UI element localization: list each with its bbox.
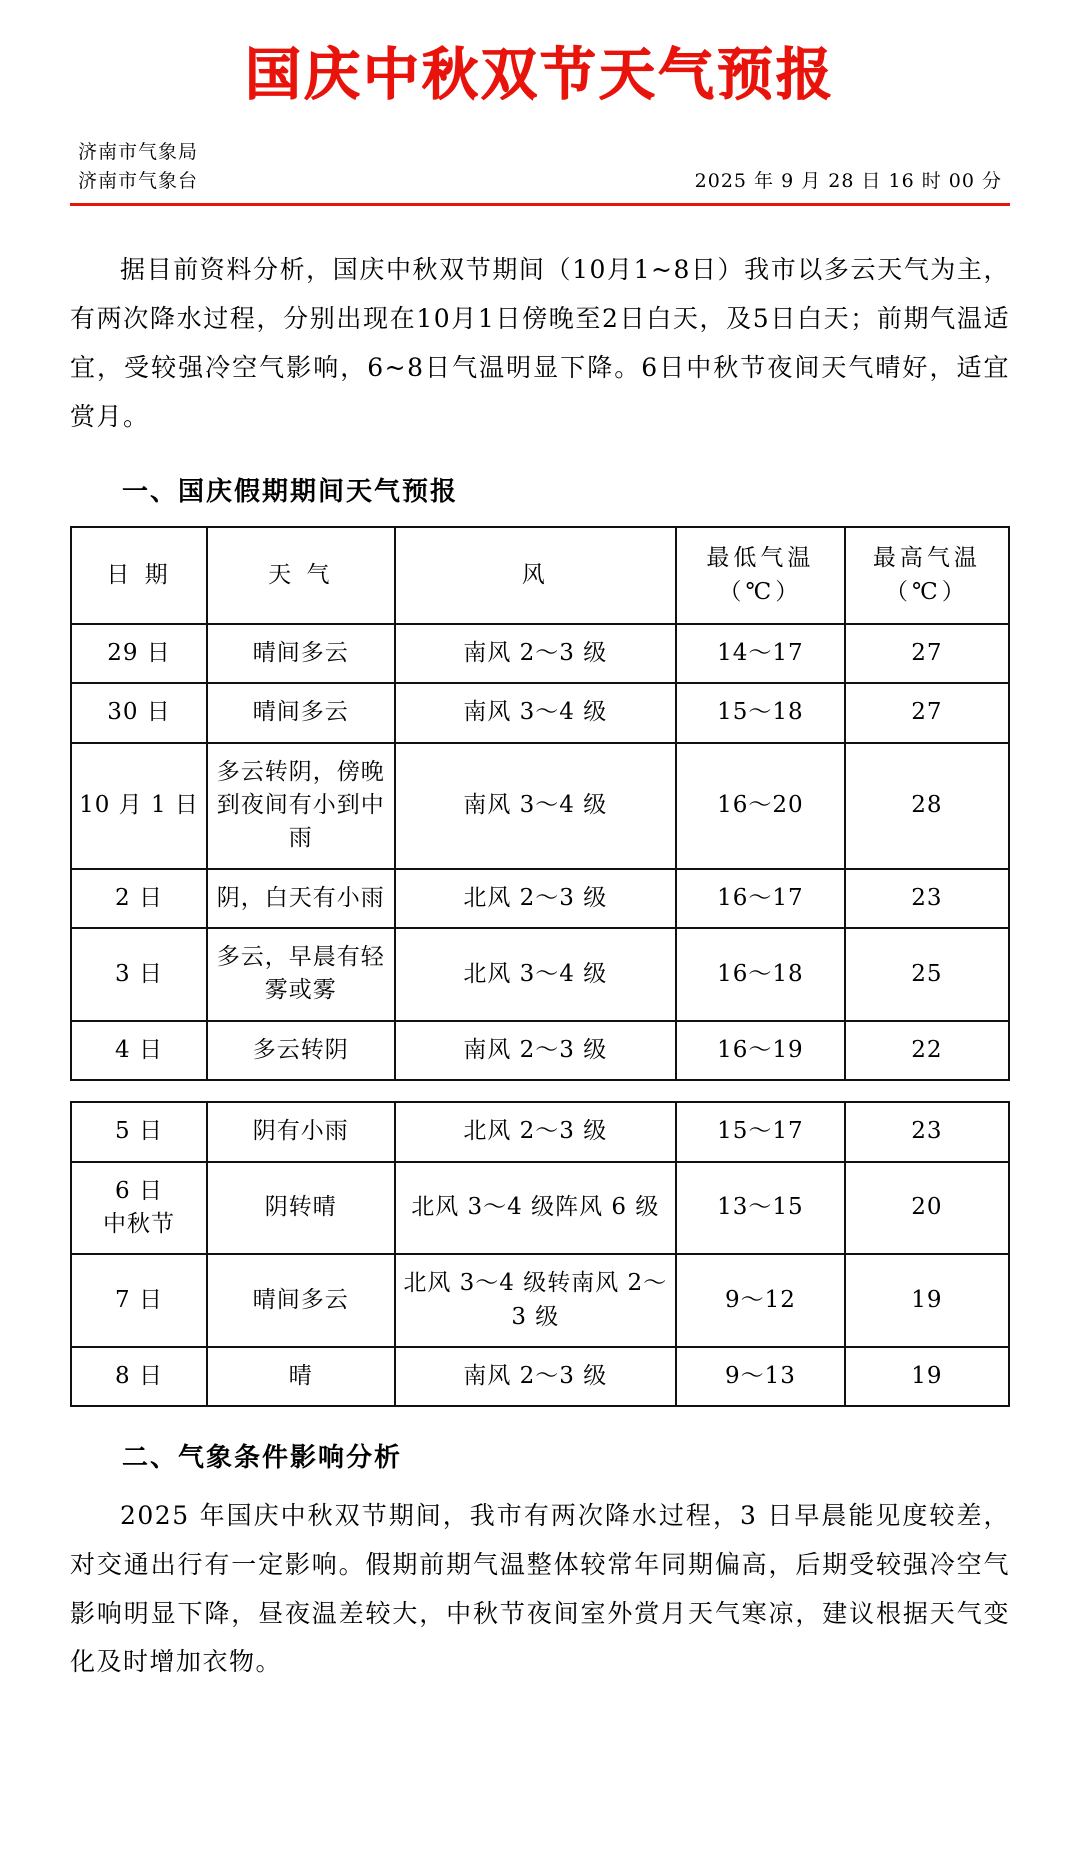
header-high-temp-line2: （℃） xyxy=(885,578,969,605)
header-low-temp-line2: （℃） xyxy=(718,578,803,605)
cell-weather: 阴转晴 xyxy=(207,1162,395,1255)
header-low-temp xyxy=(676,527,845,624)
cell-low-temp: 15～18 xyxy=(676,683,845,742)
cell-date: 5 日 xyxy=(71,1102,207,1161)
cell-date: 30 日 xyxy=(71,683,207,742)
cell-wind: 南风 2～3 级 xyxy=(395,1021,676,1080)
header-high-temp xyxy=(845,527,1009,624)
cell-high-temp: 20 xyxy=(845,1162,1009,1255)
cell-weather: 多云转阴，傍晚到夜间有小到中雨 xyxy=(207,743,395,869)
header-weather: 天 气 xyxy=(207,527,395,624)
table-row xyxy=(71,869,1009,928)
cell-low-temp: 16～17 xyxy=(676,869,845,928)
cell-high-temp: 19 xyxy=(845,1347,1009,1406)
cell-high-temp: 23 xyxy=(845,869,1009,928)
cell-date: 8 日 xyxy=(71,1347,207,1406)
cell-low-temp: 16～20 xyxy=(676,743,845,869)
page-title: 国庆中秋双节天气预报 xyxy=(245,43,835,108)
cell-low-temp: 16～19 xyxy=(676,1021,845,1080)
forecast-table-part-2 xyxy=(70,1101,1010,1407)
cell-weather: 晴 xyxy=(207,1347,395,1406)
issuer-line-1: 济南市气象局 xyxy=(78,141,199,164)
cell-wind: 南风 2～3 级 xyxy=(395,624,676,683)
cell-wind: 北风 3～4 级 xyxy=(395,928,676,1021)
cell-weather: 晴间多云 xyxy=(207,683,395,742)
header-wind: 风 xyxy=(395,527,676,624)
cell-high-temp: 27 xyxy=(845,624,1009,683)
issue-timestamp: 2025 年 9 月 28 日 16 时 00 分 xyxy=(694,170,1002,193)
table-row xyxy=(71,928,1009,1021)
cell-high-temp: 22 xyxy=(845,1021,1009,1080)
cell-low-temp: 9～12 xyxy=(676,1254,845,1347)
cell-high-temp: 27 xyxy=(845,683,1009,742)
header-low-temp-line1: 最低气温 xyxy=(706,545,815,572)
table-row xyxy=(71,1162,1009,1255)
issuer-block xyxy=(78,138,198,195)
cell-low-temp: 16～18 xyxy=(676,928,845,1021)
cell-date: 29 日 xyxy=(71,624,207,683)
section-1-title: 一、国庆假期期间天气预报 xyxy=(122,477,459,508)
cell-low-temp: 15～17 xyxy=(676,1102,845,1161)
cell-wind: 南风 2～3 级 xyxy=(395,1347,676,1406)
issuer-row xyxy=(70,138,1010,201)
section-2-title: 二、气象条件影响分析 xyxy=(122,1443,403,1474)
cell-date: 7 日 xyxy=(71,1254,207,1347)
cell-high-temp: 28 xyxy=(845,743,1009,869)
cell-weather: 阴有小雨 xyxy=(207,1102,395,1161)
cell-weather: 多云，早晨有轻雾或雾 xyxy=(207,928,395,1021)
cell-date: 10 月 1 日 xyxy=(71,743,207,869)
section-2-paragraph: 2025 年国庆中秋双节期间，我市有两次降水过程，3 日早晨能见度较差，对交通出行有一定影响。假期前期气温整体较常年同期偏高，后期受较强冷空气影响明显下降，昼夜温差较大，中秋节夜间室外赏月天气寒凉，建议根据天气变化及时增加衣物。 xyxy=(70,1501,1010,1677)
header-divider xyxy=(70,203,1010,206)
cell-wind: 北风 3～4 级转南风 2～3 级 xyxy=(395,1254,676,1347)
table-row xyxy=(71,1021,1009,1080)
cell-date: 4 日 xyxy=(71,1021,207,1080)
issuer-line-2: 济南市气象台 xyxy=(78,169,199,192)
cell-date-line1: 6 日 xyxy=(115,1177,163,1204)
table-row xyxy=(71,624,1009,683)
lead-paragraph: 据目前资料分析，国庆中秋双节期间（10月1~8日）我市以多云天气为主，有两次降水过程，分别出现在10月1日傍晚至2日白天，及5日白天；前期气温适宜，受较强冷空气影响，6~8日气温明显下降。6日中秋节夜间天气晴好，适宜赏月。 xyxy=(70,255,1010,431)
cell-wind: 南风 3～4 级 xyxy=(395,743,676,869)
cell-date: 3 日 xyxy=(71,928,207,1021)
forecast-table-part-1 xyxy=(70,526,1010,1081)
cell-wind: 南风 3～4 级 xyxy=(395,683,676,742)
cell-high-temp: 25 xyxy=(845,928,1009,1021)
cell-weather: 多云转阴 xyxy=(207,1021,395,1080)
header-date: 日 期 xyxy=(71,527,207,624)
cell-weather: 晴间多云 xyxy=(207,624,395,683)
table-row xyxy=(71,1254,1009,1347)
table-row xyxy=(71,1102,1009,1161)
cell-low-temp: 14～17 xyxy=(676,624,845,683)
cell-weather: 晴间多云 xyxy=(207,1254,395,1347)
cell-low-temp: 9～13 xyxy=(676,1347,845,1406)
table-header-row xyxy=(71,527,1009,624)
cell-wind: 北风 2～3 级 xyxy=(395,1102,676,1161)
header-high-temp-line1: 最高气温 xyxy=(872,545,981,572)
cell-date xyxy=(71,1162,207,1255)
cell-high-temp: 19 xyxy=(845,1254,1009,1347)
table-row xyxy=(71,683,1009,742)
cell-wind: 北风 3～4 级阵风 6 级 xyxy=(395,1162,676,1255)
cell-high-temp: 23 xyxy=(845,1102,1009,1161)
cell-weather: 阴，白天有小雨 xyxy=(207,869,395,928)
table-row xyxy=(71,743,1009,869)
cell-low-temp: 13～15 xyxy=(676,1162,845,1255)
cell-date: 2 日 xyxy=(71,869,207,928)
cell-wind: 北风 2～3 级 xyxy=(395,869,676,928)
table-page-break xyxy=(70,1087,1010,1101)
cell-date-line2: 中秋节 xyxy=(103,1210,175,1237)
table-row xyxy=(71,1347,1009,1406)
